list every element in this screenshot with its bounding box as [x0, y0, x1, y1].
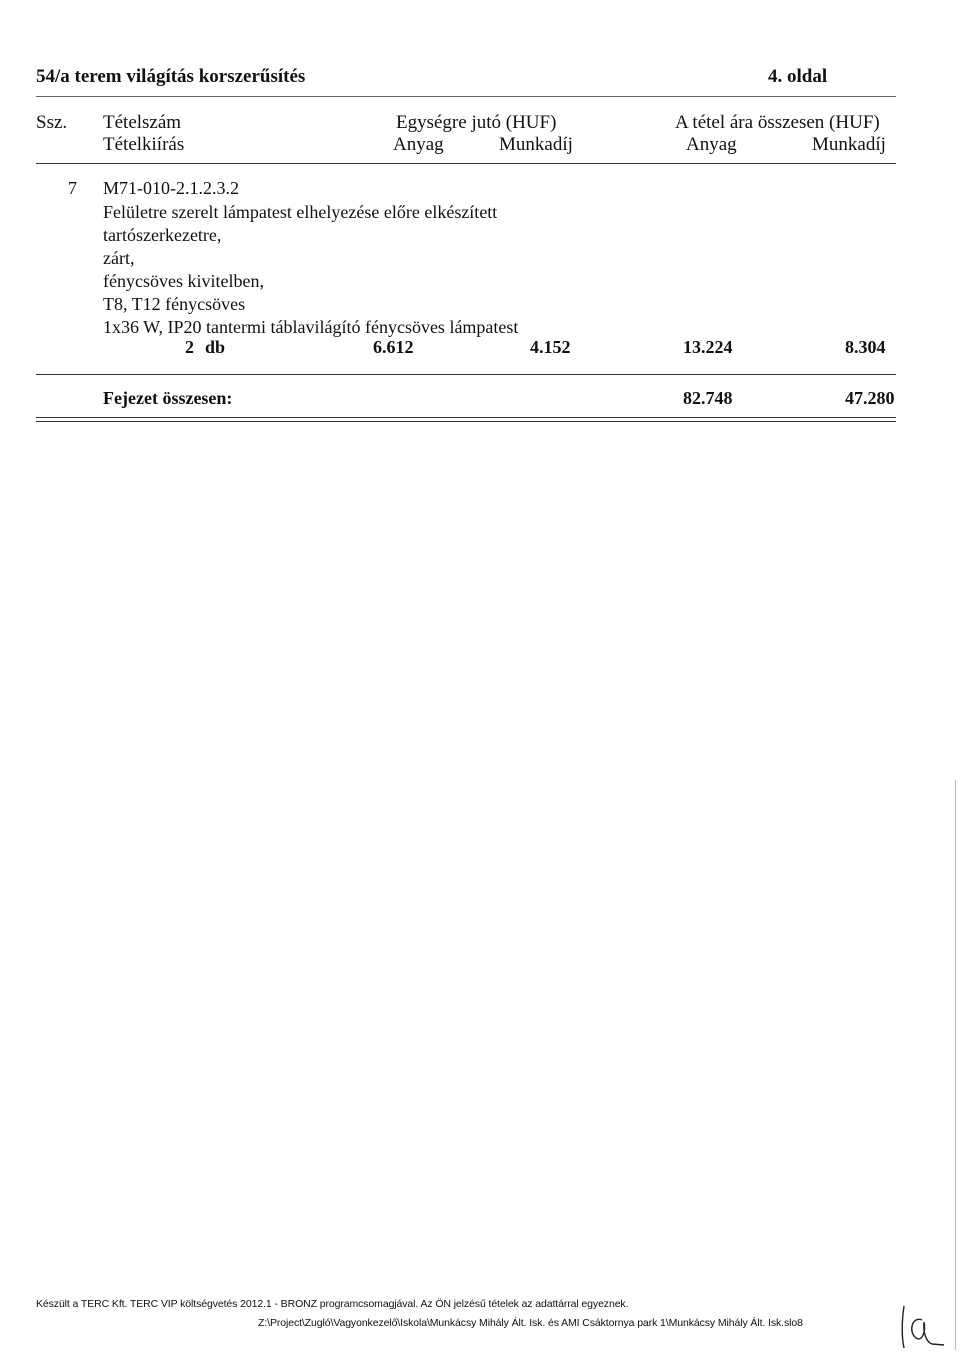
document-title: 54/a terem világítás korszerűsítés	[36, 66, 306, 87]
item-description-line: Felületre szerelt lámpatest elhelyezése előre elkészített	[103, 202, 498, 222]
item-description-line: T8, T12 fénycsöves	[103, 294, 246, 314]
summary-divider-top	[36, 417, 896, 418]
col-header-ssz: Ssz.	[36, 112, 68, 133]
item-total-anyag: 13.224	[683, 337, 733, 357]
item-quantity: 2	[185, 337, 194, 357]
item-description-line: fénycsöves kivitelben,	[103, 271, 264, 291]
item-description-line: zárt,	[103, 248, 135, 268]
col-header-total-anyag: Anyag	[686, 134, 737, 155]
footer-file-path: Z:\Project\Zugló\Vagyonkezelő\Iskola\Munkácsy Mihály Ált. Isk. és AMI Csáktornya park 1\Munkácsy Mihály Ált. Isk.slo8	[258, 1317, 803, 1329]
col-header-total-group: A tétel ára összesen (HUF)	[675, 112, 880, 133]
handwritten-initials	[896, 1302, 948, 1354]
col-header-unit-munkadij: Munkadíj	[499, 134, 573, 155]
col-header-tetelkiiras: Tételkiírás	[103, 134, 185, 155]
footer-credit: Készült a TERC Kft. TERC VIP költségvetés 2012.1 - BRONZ programcsomagjával. Az ÖN jelzésű tételek az adattárral egyeznek.	[36, 1298, 629, 1310]
chapter-total-munkadij: 47.280	[845, 388, 895, 408]
col-header-tetelszam: Tételszám	[103, 112, 182, 133]
item-description-line: 1x36 W, IP20 tantermi táblavilágító fénycsöves lámpatest	[103, 317, 519, 337]
item-unit: db	[205, 337, 226, 357]
header-divider	[36, 163, 896, 164]
col-header-total-munkadij: Munkadíj	[812, 134, 886, 155]
item-unit-munkadij: 4.152	[530, 337, 571, 357]
col-header-unit-group: Egységre jutó (HUF)	[396, 112, 557, 133]
chapter-total-anyag: 82.748	[683, 388, 733, 408]
item-unit-anyag: 6.612	[373, 337, 414, 357]
scan-edge-line	[955, 780, 956, 1350]
page-number: 4. oldal	[768, 66, 828, 87]
item-total-munkadij: 8.304	[845, 337, 886, 357]
title-divider	[36, 96, 896, 97]
item-divider	[36, 374, 896, 375]
chapter-total-label: Fejezet összesen:	[103, 388, 233, 408]
item-description-line: tartószerkezetre,	[103, 225, 222, 245]
item-code: M71-010-2.1.2.3.2	[103, 178, 239, 198]
item-number: 7	[68, 178, 77, 198]
col-header-unit-anyag: Anyag	[393, 134, 444, 155]
summary-divider-bottom	[36, 421, 896, 422]
